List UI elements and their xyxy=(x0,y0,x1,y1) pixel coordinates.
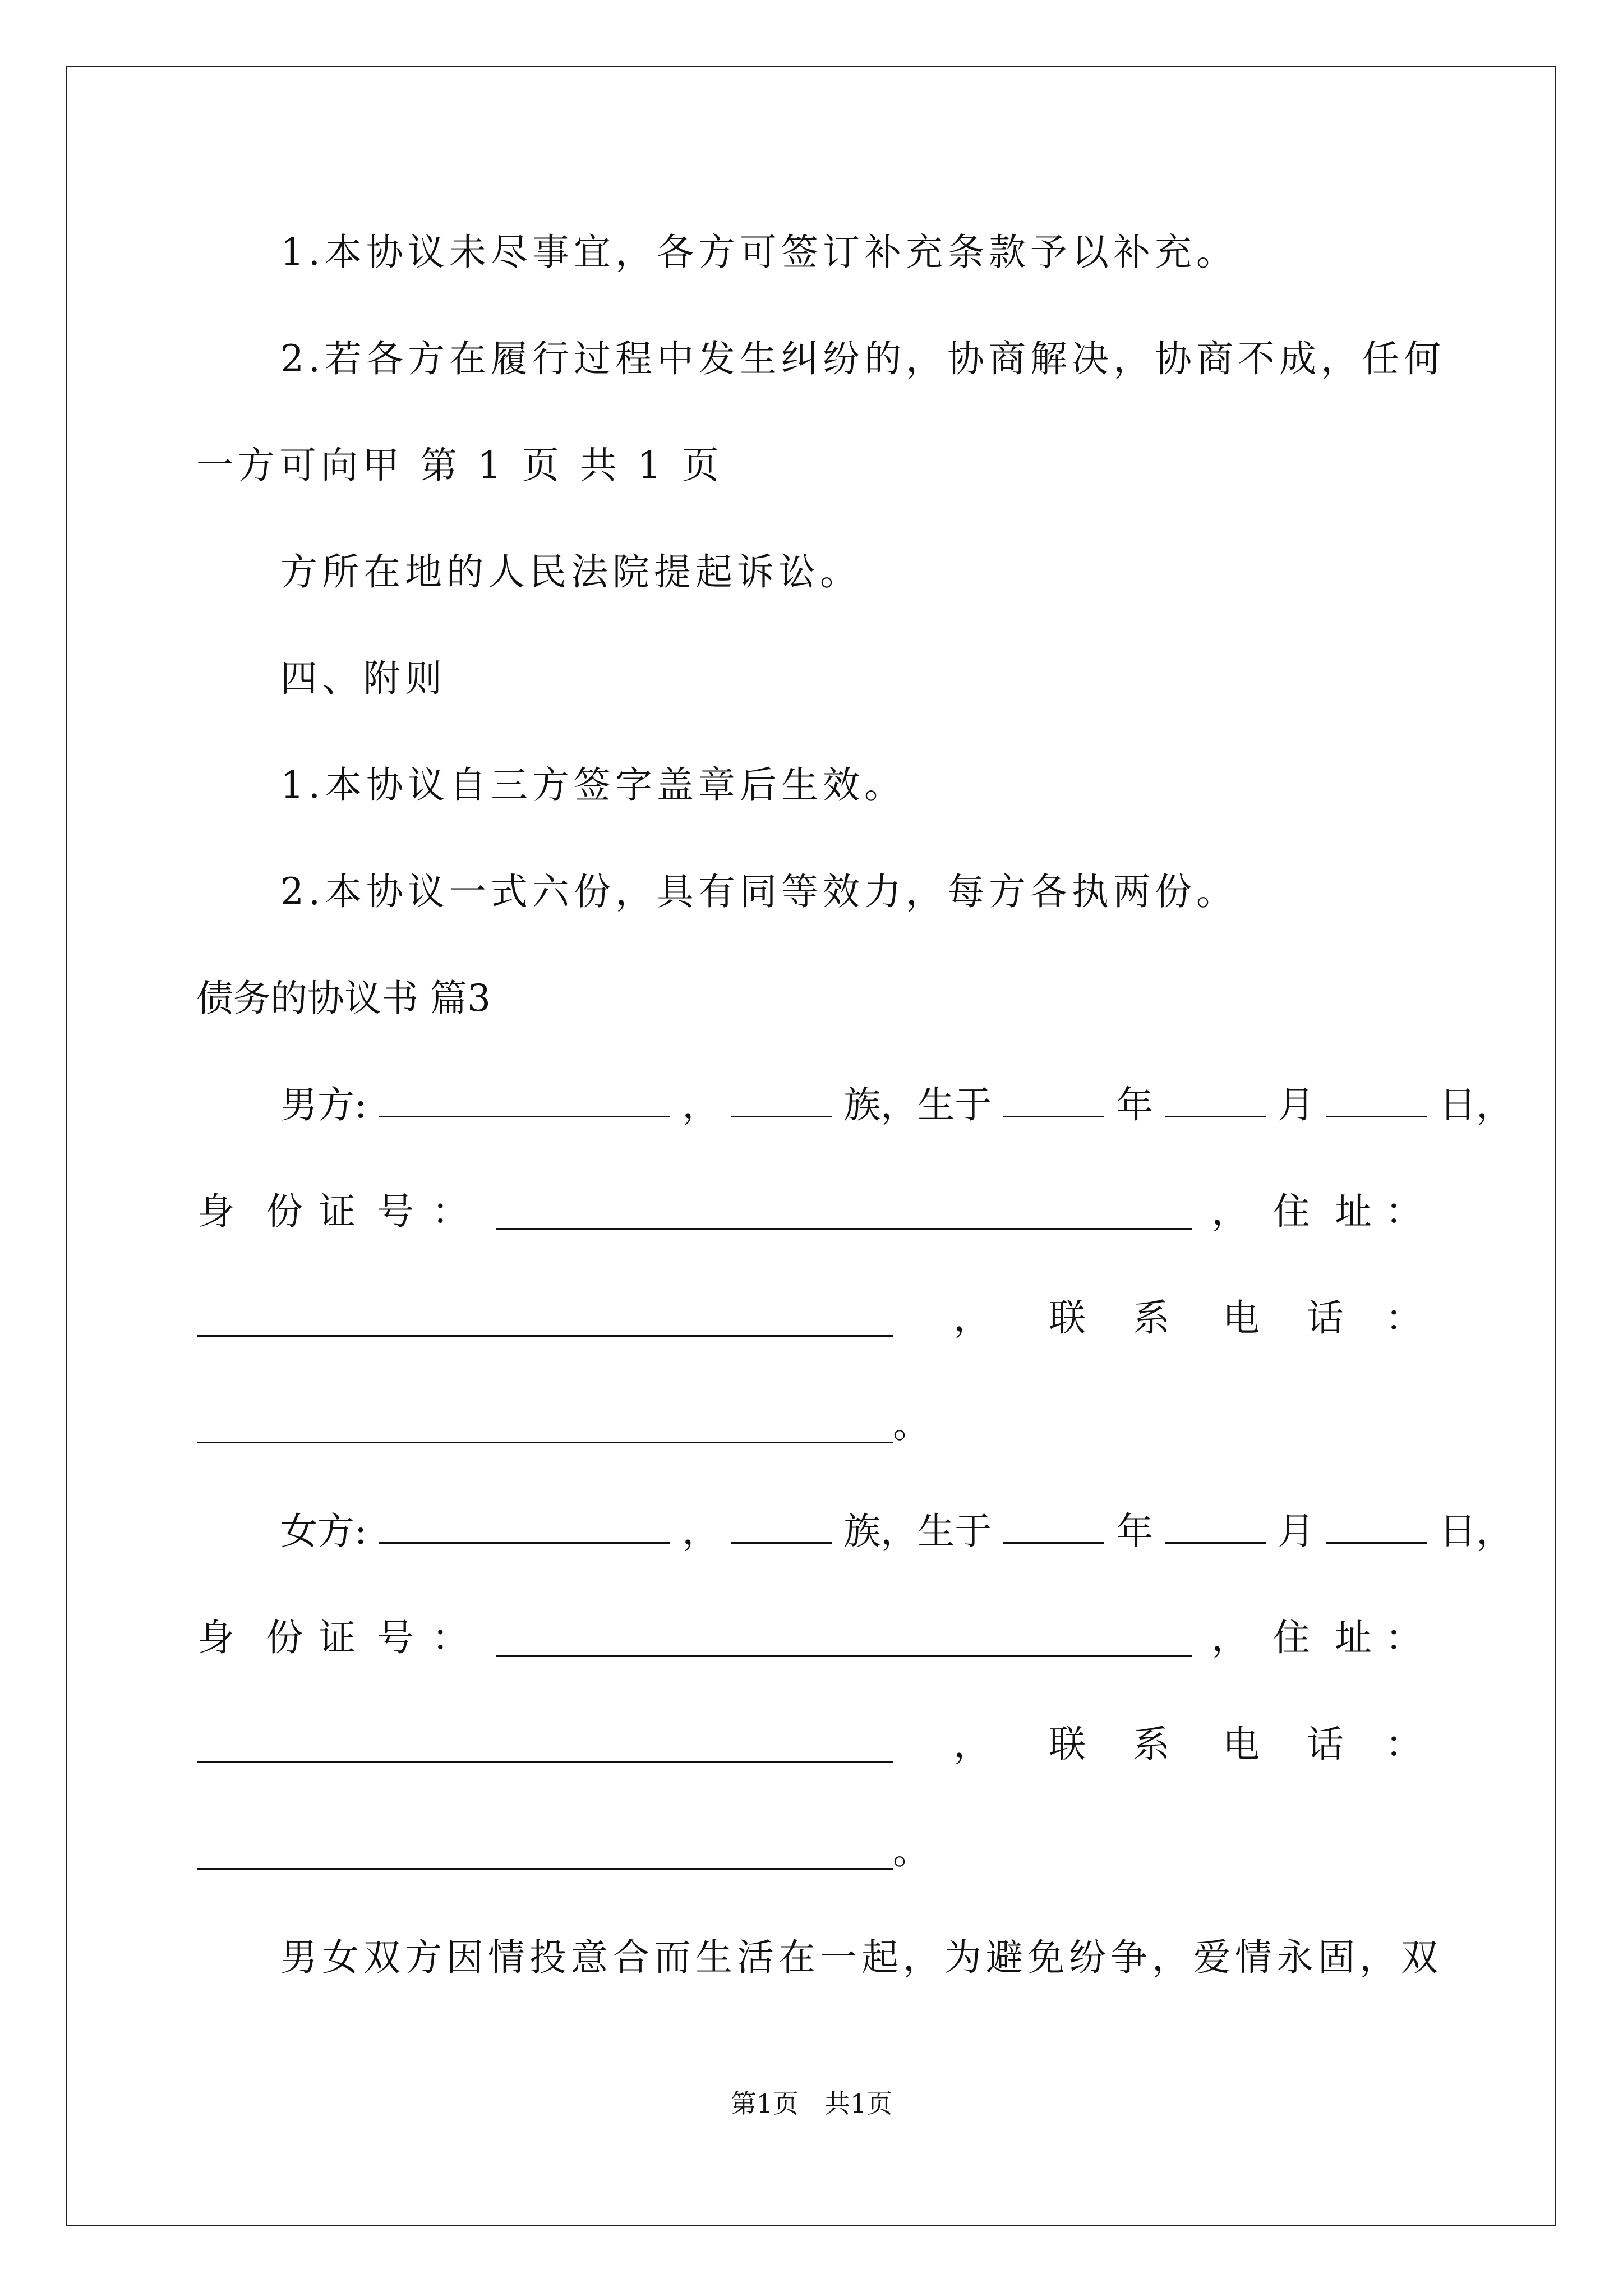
female-birth-month-field[interactable] xyxy=(1165,1511,1266,1544)
female-phone-char: 电 xyxy=(1223,1723,1260,1766)
female-ethnic-field[interactable] xyxy=(731,1511,832,1544)
female-day-label: 日， xyxy=(1439,1510,1514,1553)
male-comma: ， xyxy=(682,1083,720,1126)
male-id-field[interactable] xyxy=(496,1228,1192,1230)
male-birth-month-field[interactable] xyxy=(1165,1084,1266,1117)
male-phone-char: 系 xyxy=(1133,1296,1170,1340)
female-year-label: 年 xyxy=(1116,1510,1154,1553)
female-ethnic-label: 族，生于 xyxy=(843,1510,992,1553)
male-birth-year-field[interactable] xyxy=(1003,1084,1104,1117)
male-addr-char: 址 xyxy=(1335,1190,1372,1233)
female-id-char: 号 xyxy=(377,1616,414,1659)
male-phone-char: 话 xyxy=(1307,1296,1344,1340)
female-month-label: 月 xyxy=(1278,1510,1315,1553)
male-phone-comma: ， xyxy=(953,1296,990,1340)
female-addr-char: 址 xyxy=(1335,1616,1372,1659)
female-name-field[interactable] xyxy=(379,1511,670,1544)
male-phone-char: 电 xyxy=(1223,1296,1260,1340)
male-id-char: 证 xyxy=(319,1190,356,1233)
female-comma: ， xyxy=(682,1510,720,1553)
male-year-label: 年 xyxy=(1116,1083,1154,1126)
page-footer: 第1页 共1页 xyxy=(730,2088,893,2119)
female-period: 。 xyxy=(893,1829,930,1872)
male-id-char: 号 xyxy=(377,1190,414,1233)
section-title: 债务的协议书 篇3 xyxy=(196,977,491,1020)
female-info-line xyxy=(280,1509,1513,1554)
female-label: 女方: xyxy=(280,1510,367,1553)
female-birth-day-field[interactable] xyxy=(1326,1511,1427,1544)
female-id-comma: ， xyxy=(1211,1616,1248,1659)
male-phone-field[interactable] xyxy=(197,1442,893,1443)
male-phone-char: 联 xyxy=(1049,1296,1086,1340)
female-address-field[interactable] xyxy=(197,1761,893,1763)
clause-dispute-continued: 一方可向甲 第 1 页 共 1 页 xyxy=(196,444,723,487)
male-id-char: 份 xyxy=(266,1190,303,1233)
male-address-field[interactable] xyxy=(197,1335,893,1337)
female-id-char: ： xyxy=(432,1616,469,1659)
clause-supplement: 1.本协议未尽事宜，各方可签订补充条款予以补充。 xyxy=(280,231,1238,274)
male-birth-day-field[interactable] xyxy=(1326,1084,1427,1117)
female-phone-char: 联 xyxy=(1049,1723,1086,1766)
male-ethnic-label: 族，生于 xyxy=(843,1083,992,1126)
female-id-field[interactable] xyxy=(496,1655,1192,1657)
male-id-comma: ， xyxy=(1211,1190,1248,1233)
female-addr-char: 住 xyxy=(1273,1616,1310,1659)
male-info-line xyxy=(280,1083,1513,1128)
male-addr-char: 住 xyxy=(1273,1190,1310,1233)
male-period: 。 xyxy=(893,1403,930,1446)
female-id-char: 份 xyxy=(266,1616,303,1659)
male-phone-char: ： xyxy=(1385,1296,1422,1340)
female-phone-char: 话 xyxy=(1307,1723,1344,1766)
female-phone-char: 系 xyxy=(1133,1723,1170,1766)
section-heading-appendix: 四、附则 xyxy=(280,657,446,700)
female-id-char: 身 xyxy=(197,1616,234,1659)
clause-dispute: 2.若各方在履行过程中发生纠纷的，协商解决，协商不成，任何 xyxy=(280,337,1445,380)
closing-paragraph: 男女双方因情投意合而生活在一起，为避免纷争，爱情永固，双 xyxy=(280,1936,1442,1979)
male-id-char: ： xyxy=(432,1190,469,1233)
female-id-char: 证 xyxy=(319,1616,356,1659)
female-phone-char: ： xyxy=(1385,1723,1422,1766)
female-phone-comma: ， xyxy=(953,1723,990,1766)
clause-dispute-court: 方所在地的人民法院提起诉讼。 xyxy=(280,550,861,593)
clause-copies: 2.本协议一式六份，具有同等效力，每方各执两份。 xyxy=(280,870,1238,913)
clause-effective: 1.本协议自三方签字盖章后生效。 xyxy=(280,763,906,807)
male-day-label: 日， xyxy=(1439,1083,1514,1126)
male-label: 男方: xyxy=(280,1083,367,1126)
male-name-field[interactable] xyxy=(379,1084,670,1117)
female-addr-char: ： xyxy=(1385,1616,1422,1659)
male-addr-char: ： xyxy=(1385,1190,1422,1233)
male-id-char: 身 xyxy=(197,1190,234,1233)
male-ethnic-field[interactable] xyxy=(731,1084,832,1117)
female-phone-field[interactable] xyxy=(197,1868,893,1870)
male-month-label: 月 xyxy=(1278,1083,1315,1126)
female-birth-year-field[interactable] xyxy=(1003,1511,1104,1544)
page-border xyxy=(66,66,1556,2226)
